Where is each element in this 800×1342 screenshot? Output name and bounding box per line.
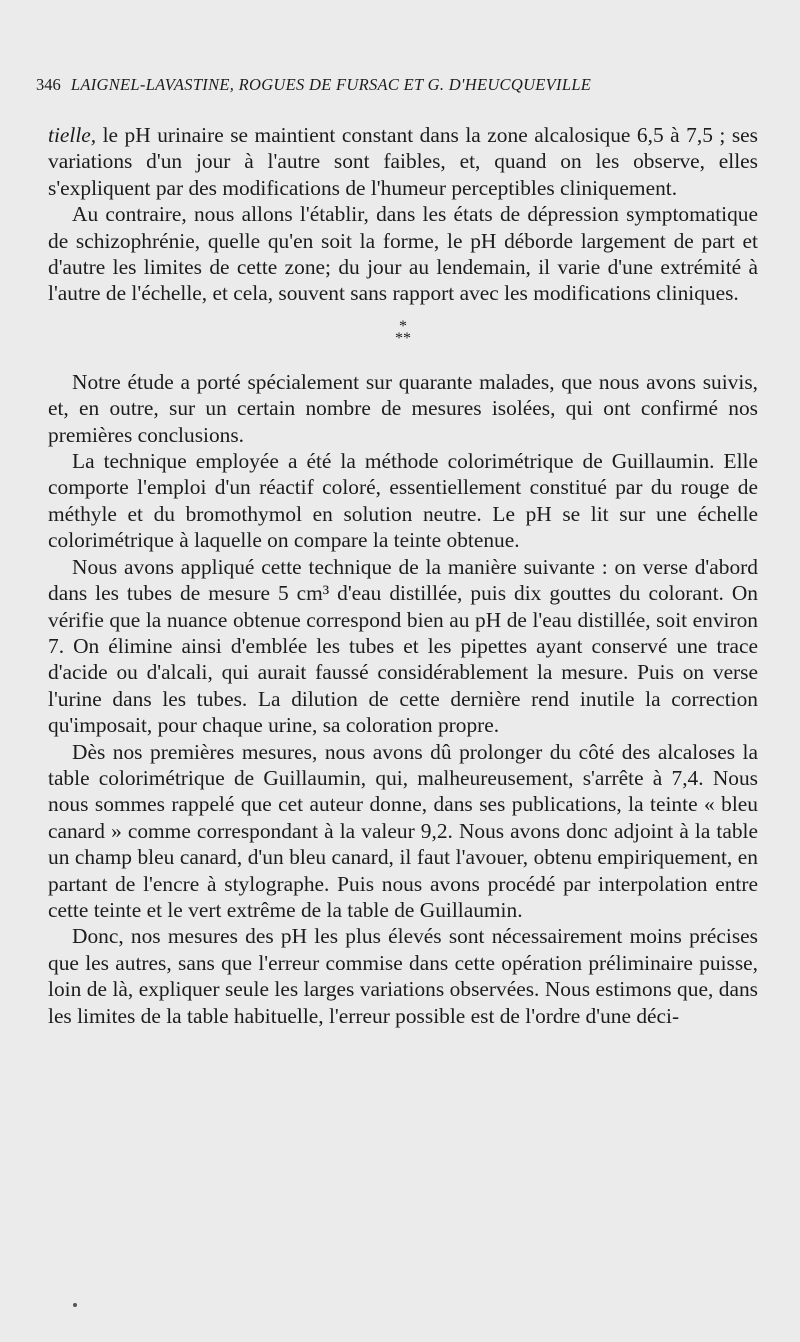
running-title: LAIGNEL-LAVASTINE, ROGUES DE FURSAC ET G. D'HEUCQUEVILLE bbox=[70, 75, 592, 94]
asterism-bottom: ** bbox=[395, 329, 411, 347]
paragraph-1-text: le pH urinaire se maintient constant dans la zone alcalosique 6,5 à 7,5 ; ses variations d'un jour à l'autre sont faibles, et, quand on les observe, elles s'expliquent par des modifications de l'humeur perceptibles cliniquement. bbox=[48, 123, 758, 200]
paragraph-3: Notre étude a porté spécialement sur quarante malades, que nous avons suivis, et, en outre, sur un certain nombre de mesures isolées, qui ont confirmé nos premières conclusions. bbox=[48, 369, 758, 447]
body-text bbox=[48, 122, 758, 1029]
section-separator bbox=[48, 307, 758, 369]
paragraph-6: Dès nos premières mesures, nous avons dû prolonger du côté des alcaloses la table colorimétrique de Guillaumin, qui, malheureusement, s'arrête à 7,4. Nous nous sommes rappelé que cet auteur donne, dans ses publications, la teinte « bleu canard » comme correspondant à la valeur 9,2. Nous avons donc adjoint à la table un champ bleu canard, d'un bleu canard, il faut l'avouer, obtenu empiriquement, en partant de l'encre à stylographe. Puis nous avons procédé par interpolation entre cette teinte et le vert extrême de la table de Guillaumin. bbox=[48, 739, 758, 922]
paragraph-5: Nous avons appliqué cette technique de la manière suivante : on verse d'abord dans les tubes de mesure 5 cm³ d'eau distillée, puis dix gouttes du colorant. On vérifie que la nuance obtenue correspond bien au pH de l'eau distillée, soit environ 7. On élimine ainsi d'emblée les tubes et les pipettes ayant conservé une trace d'acide ou d'alcali, qui aurait faussé considérablement la mesure. Puis on verse l'urine dans les tubes. La dilution de cette dernière rend inutile la correction qu'imposait, pour chaque urine, sa coloration propre. bbox=[48, 554, 758, 738]
page-number: 346 bbox=[36, 75, 61, 94]
asterism-top: * bbox=[399, 317, 407, 335]
paragraph-4: La technique employée a été la méthode colorimétrique de Guillaumin. Elle comporte l'emploi d'un réactif coloré, essentiellement constitué par du rouge de méthyle et du bromothymol en solution neutre. Le pH se lit sur une échelle colorimétrique à laquelle on compare la teinte obtenue. bbox=[48, 449, 758, 553]
paragraph-7: Donc, nos mesures des pH les plus élevés sont nécessairement moins précises que les autres, sans que l'erreur commise dans cette opération préliminaire puisse, loin de là, expliquer seule les larges variations observées. Nous estimons que, dans les limites de la table habituelle, l'erreur possible est de l'ordre d'une déci- bbox=[48, 924, 758, 1028]
paragraph-1 bbox=[48, 122, 758, 201]
ink-speck bbox=[73, 1303, 77, 1307]
paragraph-1-lead: tielle, bbox=[48, 123, 97, 147]
running-header bbox=[36, 74, 756, 96]
paragraph-2: Au contraire, nous allons l'établir, dans les états de dépression symptomatique de schizophrénie, quelle qu'en soit la forme, le pH déborde largement de part et d'autre les limites de cette zone; du jour au lendemain, il varie d'une extrémité à l'autre de l'échelle, et cela, souvent sans rapport avec les modifications cliniques. bbox=[48, 202, 758, 306]
